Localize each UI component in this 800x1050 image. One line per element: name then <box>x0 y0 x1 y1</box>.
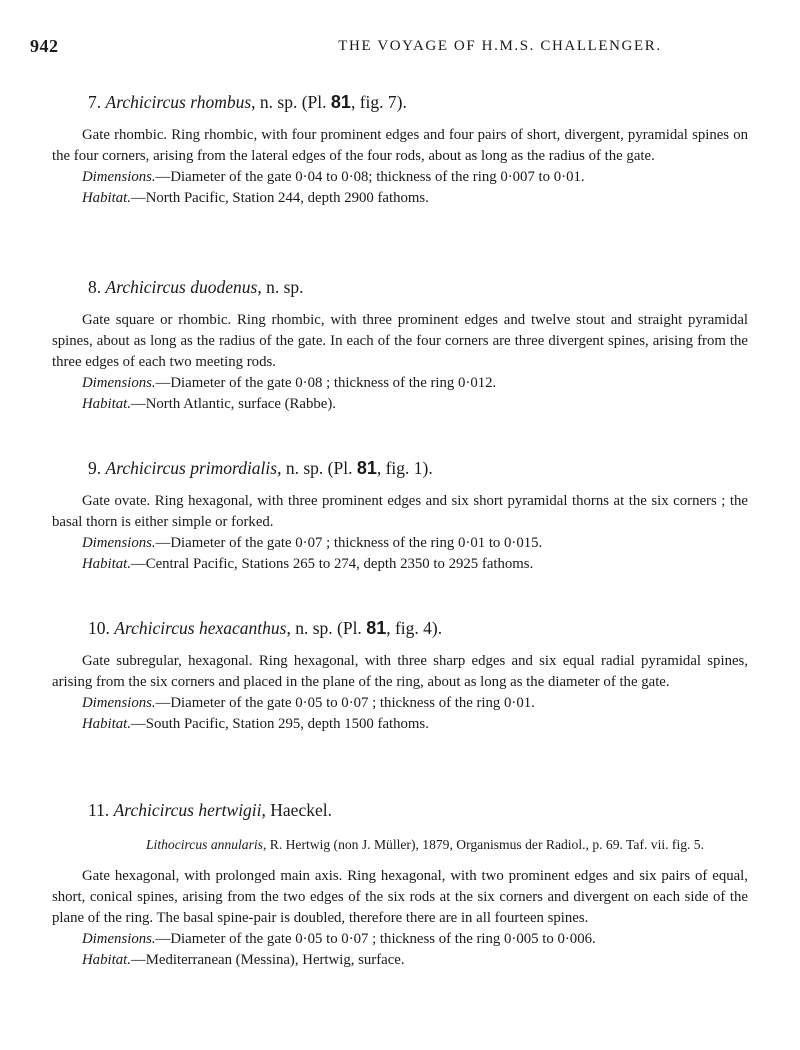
species-description: Gate rhombic. Ring rhombic, with four prominent edges and four pairs of short, divergent, pyramidal spines on the four corners, arising from the lateral edges of the four rods, about as long as the radius of the gate. <box>52 127 748 164</box>
dimensions-text: —Diameter of the gate 0·07 ; thickness of the ring 0·01 to 0·015. <box>155 535 543 551</box>
plate-number: 81 <box>366 618 387 638</box>
plate-number: 81 <box>356 458 377 478</box>
species-name: Archicircus rhombus <box>105 92 252 112</box>
synonym-name: Lithocircus annularis <box>146 837 263 852</box>
plate-number: 81 <box>330 92 351 112</box>
species-description: Gate ovate. Ring hexagonal, with three prominent edges and six short pyramidal thorns at the six corners ; the basal thorn is either simple or forked. <box>52 493 748 530</box>
dimensions-label: Dimensions. <box>82 375 156 391</box>
dimensions-text: —Diameter of the gate 0·04 to 0·08; thickness of the ring 0·007 to 0·01. <box>155 169 585 185</box>
species-description: Gate subregular, hexagonal. Ring hexagonal, with three sharp edges and six equal radial pyramidal spines, arising from the six corners and placed in the plane of the ring, about as long as the diameter of the gate. <box>52 653 748 690</box>
species-number: 7. <box>88 92 102 112</box>
species-description: Gate square or rhombic. Ring rhombic, with three prominent edges and twelve stout and straight pyramidal spines, about as long as the radius of the gate. In each of the four corners are three divergent spines, arising from the three edges of each two meeting rods. <box>52 312 748 370</box>
dimensions-label: Dimensions. <box>82 695 156 711</box>
habitat-text: —Mediterranean (Messina), Hertwig, surface. <box>130 952 405 968</box>
dimensions-line <box>82 929 748 950</box>
dimensions-line <box>82 373 748 394</box>
running-title: THE VOYAGE OF H.M.S. CHALLENGER. <box>338 38 662 54</box>
habitat-label: Habitat. <box>82 396 131 412</box>
species-name: Archicircus hexacanthus <box>114 618 287 638</box>
habitat-label: Habitat. <box>82 190 131 206</box>
habitat-line <box>82 950 748 971</box>
species-heading <box>88 458 748 479</box>
dimensions-label: Dimensions. <box>82 931 156 947</box>
page-number: 942 <box>30 36 59 56</box>
species-number: 10. <box>88 618 110 638</box>
figure-reference: , fig. 4). <box>386 618 443 638</box>
habitat-text: —South Pacific, Station 295, depth 1500 fathoms. <box>130 716 429 732</box>
species-entry-8 <box>52 277 748 415</box>
species-heading <box>88 800 748 821</box>
species-number: 8. <box>88 277 102 297</box>
habitat-line <box>82 554 748 575</box>
habitat-label: Habitat. <box>82 556 131 572</box>
dimensions-line <box>82 693 748 714</box>
habitat-text: —North Atlantic, surface (Rabbe). <box>130 396 336 412</box>
species-name: Archicircus primordialis <box>105 458 278 478</box>
species-authority: , n. sp. <box>257 277 304 297</box>
running-head <box>30 36 770 60</box>
species-authority: , n. sp. (Pl. <box>251 92 331 112</box>
figure-reference: , fig. 1). <box>376 458 433 478</box>
dimensions-line <box>82 533 748 554</box>
habitat-label: Habitat. <box>82 716 131 732</box>
species-entry-10 <box>52 618 748 735</box>
species-name: Archicircus hertwigii <box>113 800 262 820</box>
dimensions-text: —Diameter of the gate 0·08 ; thickness of the ring 0·012. <box>155 375 497 391</box>
dimensions-line <box>82 167 748 188</box>
species-authority: , n. sp. (Pl. <box>286 618 367 638</box>
species-name: Archicircus duodenus <box>105 277 258 297</box>
synonymy-reference <box>146 835 748 854</box>
habitat-text: —North Pacific, Station 244, depth 2900 fathoms. <box>130 190 429 206</box>
species-heading <box>88 92 748 113</box>
habitat-line <box>82 714 748 735</box>
dimensions-label: Dimensions. <box>82 169 156 185</box>
figure-reference: , fig. 7). <box>350 92 407 112</box>
species-heading <box>88 618 748 639</box>
habitat-line <box>82 188 748 209</box>
species-number: 11. <box>88 800 110 820</box>
habitat-line <box>82 394 748 415</box>
dimensions-label: Dimensions. <box>82 535 156 551</box>
habitat-label: Habitat. <box>82 952 131 968</box>
habitat-text: —Central Pacific, Stations 265 to 274, depth 2350 to 2925 fathoms. <box>130 556 534 572</box>
species-authority: , n. sp. (Pl. <box>277 458 357 478</box>
species-entry-7 <box>52 92 748 209</box>
dimensions-text: —Diameter of the gate 0·05 to 0·07 ; thickness of the ring 0·005 to 0·006. <box>155 931 596 947</box>
species-heading <box>88 277 748 298</box>
synonym-citation: , R. Hertwig (non J. Müller), 1879, Organismus der Radiol., p. 69. Taf. vii. fig. 5. <box>262 837 705 852</box>
dimensions-text: —Diameter of the gate 0·05 to 0·07 ; thickness of the ring 0·01. <box>155 695 535 711</box>
species-number: 9. <box>88 458 102 478</box>
species-authority: , Haeckel. <box>261 800 332 820</box>
species-description: Gate hexagonal, with prolonged main axis. Ring hexagonal, with two prominent edges and six pairs of equal, short, conical spines, arising from the two edges of the six rods at the six corners and divergent on each side of the plane of the ring. The basal spine-pair is doubled, therefore there are in all fourteen spines. <box>52 868 748 926</box>
species-entry-11 <box>52 800 748 971</box>
species-entry-9 <box>52 458 748 575</box>
